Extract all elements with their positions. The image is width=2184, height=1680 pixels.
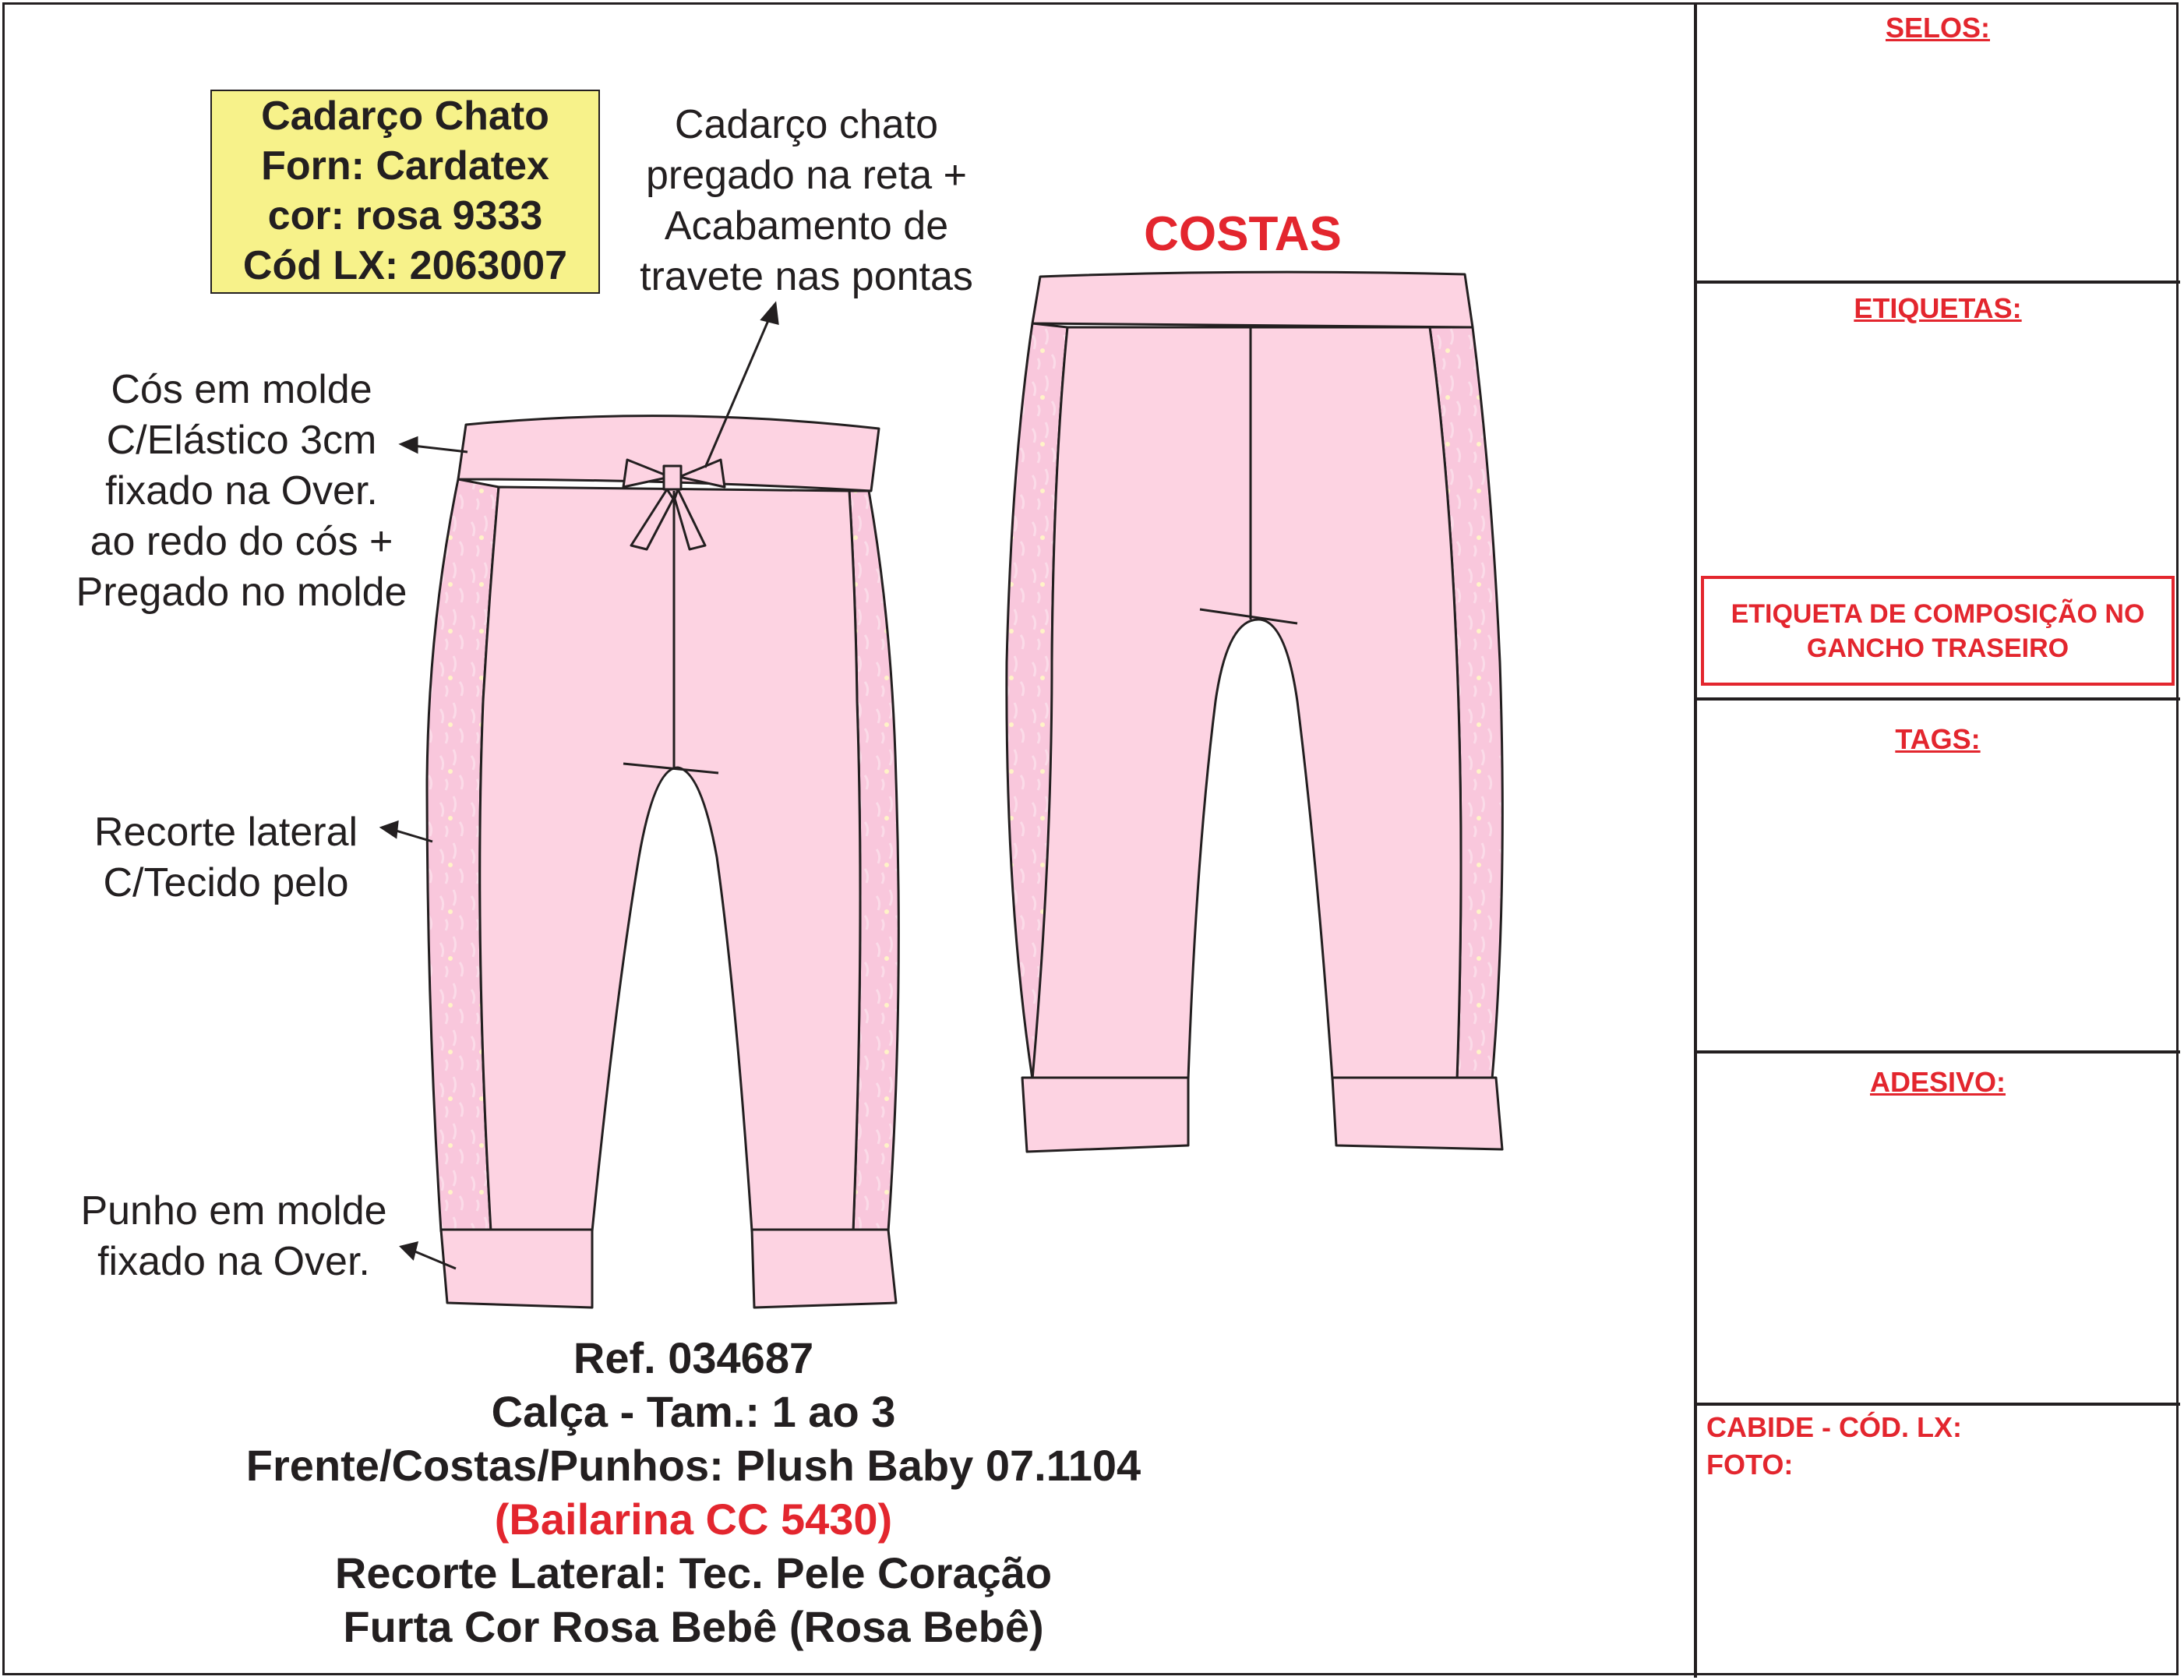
foto-label: FOTO: bbox=[1706, 1449, 1794, 1481]
product-spec bbox=[62, 1331, 1325, 1654]
note-cos-line-4: ao redo do cós + bbox=[90, 519, 393, 564]
selos-title: SELOS: bbox=[1885, 12, 1990, 44]
etiqueta-box-line-2: GANCHO TRASEIRO bbox=[1806, 633, 2069, 663]
note-cadarco-line-1: Cadarço chato bbox=[674, 102, 939, 147]
etiquetas-title: ETIQUETAS: bbox=[1854, 292, 2022, 324]
spec-product: Calça - Tam.: 1 ao 3 bbox=[491, 1387, 896, 1436]
cadarco-line-1: Cadarço Chato bbox=[261, 94, 549, 139]
row-divider-2 bbox=[1695, 697, 2180, 701]
back-right-cuff bbox=[1332, 1078, 1502, 1149]
spec-fabric: Frente/Costas/Punhos: Plush Baby 07.1104 bbox=[245, 1441, 1141, 1490]
back-waistband bbox=[1032, 272, 1473, 327]
front-right-cuff bbox=[752, 1230, 896, 1308]
note-recorte bbox=[62, 807, 390, 909]
cabide-block bbox=[1706, 1409, 1962, 1484]
note-cadarco bbox=[616, 100, 997, 302]
note-cos-line-5: Pregado no molde bbox=[76, 570, 408, 615]
cadarco-line-2: Forn: Cardatex bbox=[261, 143, 549, 189]
note-cos-line-1: Cós em molde bbox=[111, 367, 372, 412]
cadarco-line-4: Cód LX: 2063007 bbox=[242, 243, 568, 288]
etiqueta-box-line-1: ETIQUETA DE COMPOSIÇÃO NO bbox=[1731, 598, 2145, 629]
front-pants-drawing bbox=[427, 416, 898, 1308]
spec-ref: Ref. 034687 bbox=[573, 1333, 814, 1382]
spec-color: Furta Cor Rosa Bebê (Rosa Bebê) bbox=[343, 1602, 1044, 1651]
back-left-cuff bbox=[1022, 1078, 1188, 1152]
spec-side: Recorte Lateral: Tec. Pele Coração bbox=[334, 1548, 1053, 1597]
etiqueta-composicao-box bbox=[1701, 576, 2175, 686]
note-punho-line-2: fixado na Over. bbox=[97, 1239, 370, 1284]
note-cadarco-line-3: Acabamento de bbox=[664, 203, 949, 249]
adesivo-title: ADESIVO: bbox=[1869, 1066, 2006, 1098]
cadarco-line-3: cor: rosa 9333 bbox=[267, 193, 543, 238]
note-cos bbox=[47, 365, 436, 618]
note-cadarco-line-4: travete nas pontas bbox=[640, 254, 973, 299]
row-divider-3 bbox=[1695, 1050, 2180, 1054]
spec-print: (Bailarina CC 5430) bbox=[494, 1495, 893, 1544]
cadarco-spec-box bbox=[210, 90, 600, 294]
back-pants-drawing bbox=[1007, 272, 1502, 1152]
row-divider-4 bbox=[1695, 1403, 2180, 1406]
cabide-label: CABIDE - CÓD. LX: bbox=[1706, 1411, 1962, 1443]
note-punho bbox=[47, 1186, 421, 1287]
right-panel-divider bbox=[1694, 2, 1697, 1678]
row-divider-1 bbox=[1695, 281, 2180, 284]
note-cos-line-3: fixado na Over. bbox=[105, 468, 378, 514]
note-recorte-line-2: C/Tecido pelo bbox=[103, 860, 349, 905]
tags-title: TAGS: bbox=[1895, 723, 1981, 755]
note-recorte-line-1: Recorte lateral bbox=[93, 810, 358, 855]
costas-label: COSTAS bbox=[1144, 207, 1342, 261]
back-body-panel bbox=[1032, 327, 1461, 1079]
note-punho-line-1: Punho em molde bbox=[80, 1188, 387, 1234]
note-cadarco-line-2: pregado na reta + bbox=[646, 153, 967, 198]
front-left-cuff bbox=[441, 1230, 592, 1308]
front-body-panel bbox=[480, 487, 860, 1231]
note-cos-line-2: C/Elástico 3cm bbox=[106, 418, 377, 463]
